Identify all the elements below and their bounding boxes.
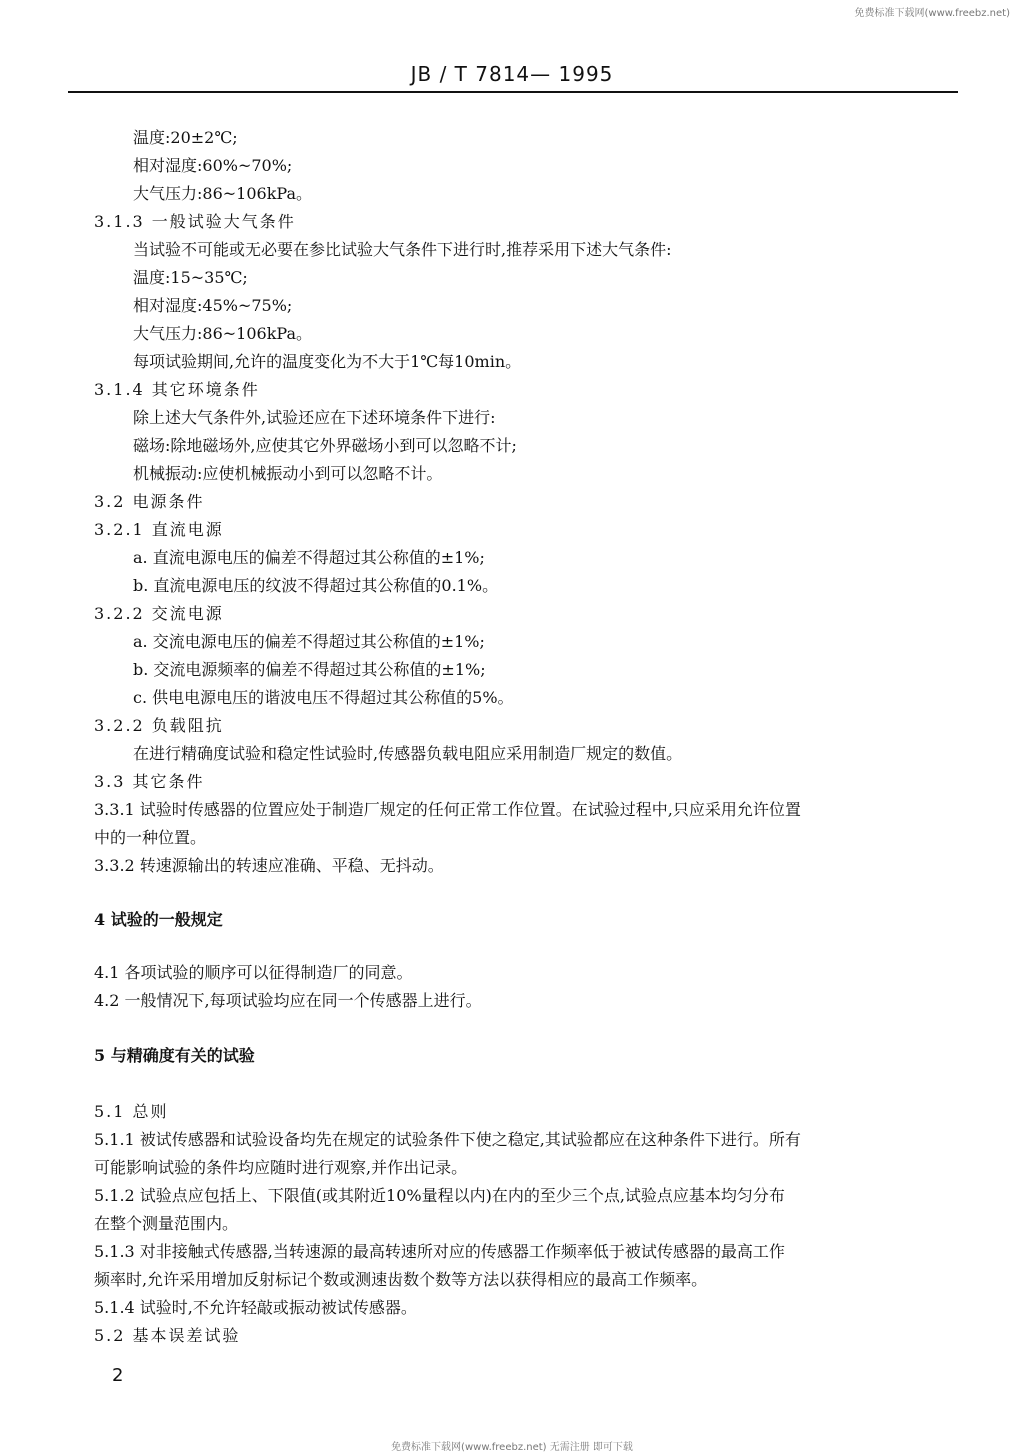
- text-line: 5.1.1 被试传感器和试验设备均先在规定的试验条件下使之稳定,其试验都应在这种条件下进行。所有: [94, 1130, 801, 1149]
- page-header: JB / T 7814— 1995: [410, 62, 614, 86]
- text-line: 5.1.3 对非接触式传感器,当转速源的最高转速所对应的传感器工作频率低于被试传感器的最高工作: [94, 1242, 785, 1261]
- text-line: 4.2 一般情况下,每项试验均应在同一个传感器上进行。: [94, 991, 482, 1010]
- text-line: 3.3.1 试验时传感器的位置应处于制造厂规定的任何正常工作位置。在试验过程中,只应采用允许位置: [94, 800, 801, 819]
- text-line: 大气压力:86~106kPa。: [133, 184, 312, 203]
- section-heading: 3.1.4 其它环境条件: [94, 380, 260, 399]
- text-line: 当试验不可能或无必要在参比试验大气条件下进行时,推荐采用下述大气条件:: [133, 240, 672, 259]
- watermark-top: 免费标准下载网(www.freebz.net): [854, 8, 1010, 19]
- text-line: 5.1.2 试验点应包括上、下限值(或其附近10%量程以内)在内的至少三个点,试验点应基本均匀分布: [94, 1186, 785, 1205]
- text-line: 在整个测量范围内。: [94, 1214, 239, 1233]
- chapter-heading: 4 试验的一般规定: [94, 910, 223, 929]
- section-heading: 3.2 电源条件: [94, 492, 205, 511]
- text-line: 除上述大气条件外,试验还应在下述环境条件下进行:: [133, 408, 496, 427]
- list-item: c. 供电电源电压的谐波电压不得超过其公称值的5%。: [133, 688, 514, 707]
- list-item: a. 直流电源电压的偏差不得超过其公称值的±1%;: [133, 548, 485, 567]
- text-line: 每项试验期间,允许的温度变化为不大于1℃每10min。: [133, 352, 522, 371]
- section-heading: 3.1.3 一般试验大气条件: [94, 212, 296, 231]
- text-line: 可能影响试验的条件均应随时进行观察,并作出记录。: [94, 1158, 468, 1177]
- text-line: 3.3.2 转速源输出的转速应准确、平稳、无抖动。: [94, 856, 444, 875]
- list-item: b. 交流电源频率的偏差不得超过其公称值的±1%;: [133, 660, 486, 679]
- list-item: a. 交流电源电压的偏差不得超过其公称值的±1%;: [133, 632, 485, 651]
- section-heading: 5.1 总则: [94, 1102, 169, 1121]
- chapter-heading: 5 与精确度有关的试验: [94, 1046, 255, 1065]
- text-line: 相对湿度:60%~70%;: [133, 156, 293, 175]
- watermark-bottom: 免费标准下载网(www.freebz.net) 无需注册 即可下载: [391, 1442, 633, 1453]
- section-heading: 3.2.2 交流电源: [94, 604, 224, 623]
- text-line: 磁场:除地磁场外,应使其它外界磁场小到可以忽略不计;: [133, 436, 517, 455]
- section-heading: 3.2.1 直流电源: [94, 520, 224, 539]
- text-line: 5.1.4 试验时,不允许轻敲或振动被试传感器。: [94, 1298, 417, 1317]
- text-line: 机械振动:应使机械振动小到可以忽略不计。: [133, 464, 443, 483]
- text-line: 温度:15~35℃;: [133, 268, 248, 287]
- list-item: b. 直流电源电压的纹波不得超过其公称值的0.1%。: [133, 576, 499, 595]
- section-heading: 3.3 其它条件: [94, 772, 205, 791]
- text-line: 大气压力:86~106kPa。: [133, 324, 312, 343]
- text-line: 相对湿度:45%~75%;: [133, 296, 293, 315]
- text-line: 在进行精确度试验和稳定性试验时,传感器负载电阻应采用制造厂规定的数值。: [133, 744, 683, 763]
- text-line: 温度:20±2℃;: [133, 128, 238, 147]
- text-line: 中的一种位置。: [94, 828, 207, 847]
- text-line: 4.1 各项试验的顺序可以征得制造厂的同意。: [94, 963, 413, 982]
- text-line: 频率时,允许采用增加反射标记个数或测速齿数个数等方法以获得相应的最高工作频率。: [94, 1270, 708, 1289]
- page-number: 2: [112, 1365, 124, 1386]
- section-heading: 5.2 基本误差试验: [94, 1326, 241, 1345]
- header-rule: [68, 91, 958, 93]
- section-heading: 3.2.2 负载阻抗: [94, 716, 224, 735]
